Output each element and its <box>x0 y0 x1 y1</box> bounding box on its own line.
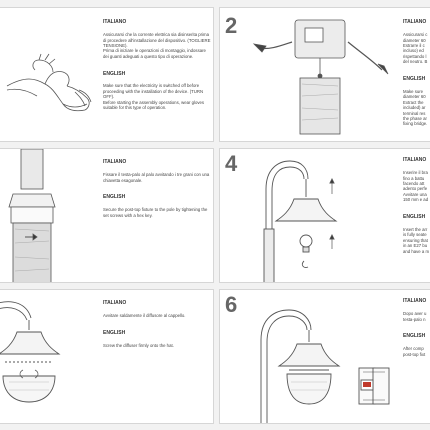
step-2-english-label: ENGLISH <box>403 76 426 83</box>
step-3-english-label: ENGLISH <box>103 194 126 201</box>
step-6-english-text: After comp post-top fixt <box>403 346 426 357</box>
step-6-panel <box>219 289 430 424</box>
step-6-number: 6 <box>225 292 238 317</box>
step-2-number: 2 <box>225 13 238 38</box>
step-4-english-label: ENGLISH <box>403 214 426 221</box>
step-6-english-label: ENGLISH <box>403 333 426 340</box>
wiring-illustration <box>250 12 400 137</box>
step-5-italiano-text: Avvitare saldamente il diffusore al cappello. <box>103 313 186 319</box>
step-2-italiano-text: Assicurarsi c diameter 60 Estrarre il c incluso) ed rispettando l del neutro. B <box>403 32 428 65</box>
step-3-text <box>103 155 211 280</box>
step-4-italiano-label: ITALIANO <box>403 157 427 164</box>
step-3-panel <box>0 148 214 283</box>
step-2-italiano-label: ITALIANO <box>403 19 427 26</box>
arm-and-bulb-illustration <box>250 149 360 283</box>
pole-fixing-illustration <box>0 149 95 283</box>
assembled-lamp-illustration <box>245 290 395 424</box>
step-5-english-label: ENGLISH <box>103 330 126 337</box>
step-4-number: 4 <box>225 151 238 176</box>
step-6-italiano-label: ITALIANO <box>403 298 427 305</box>
step-2-english-text: Make sure diameter 60 Extract the included) ar terminal res the phase ar fixing bridge. <box>403 88 428 127</box>
step-2-panel <box>219 7 430 142</box>
step-1-text <box>103 15 211 140</box>
step-6-text <box>403 294 430 419</box>
step-1-panel <box>0 7 214 142</box>
gloved-hands-illustration <box>5 26 115 136</box>
step-3-english-text: Secure the post-top fixture to the pole by tightening the set screws with a hex key. <box>103 207 208 218</box>
step-6-italiano-text: Dopo aver u testa-palo n <box>403 311 427 322</box>
step-1-english-text: Make sure that the electricity is switched off before proceeding with the installation of the device. (TURN OFF). Before starting the assembly operations, wear gloves suitable for this type of operation. <box>103 83 205 111</box>
step-1-english-label: ENGLISH <box>103 70 126 77</box>
step-3-italiano-label: ITALIANO <box>103 159 127 166</box>
diffuser-illustration <box>0 290 95 424</box>
step-4-italiano-text: Inserire il bra fino a battu facendo att adento perfe Avvitare una 150 mm e ad <box>403 170 429 203</box>
step-5-panel <box>0 289 214 424</box>
step-4-panel <box>219 148 430 283</box>
step-3-italiano-text: Fissare il testa-palo al palo avvitando i tre grani con una chiavetta esagonale. <box>103 172 210 183</box>
step-2-text <box>403 15 430 140</box>
step-4-english-text: Insert the arr is fully seate ensuring that in an E27 bu and have a m <box>403 226 430 254</box>
step-5-italiano-label: ITALIANO <box>103 300 127 307</box>
step-5-text <box>103 296 211 421</box>
step-4-text <box>403 153 430 278</box>
step-1-italiano-text: Assicurarsi che la corrente elettrica sia disinserita prima di procedere all'installazione del dispositivo. (TOGLIERE TENSIONE). Prima di iniziare le operazioni di montaggio, indossare dei guanti adeguati a questo tipo di operazione. <box>103 32 211 59</box>
step-5-english-text: Screw the diffuser firmly onto the hat. <box>103 342 174 348</box>
step-1-italiano-label: ITALIANO <box>103 19 127 26</box>
